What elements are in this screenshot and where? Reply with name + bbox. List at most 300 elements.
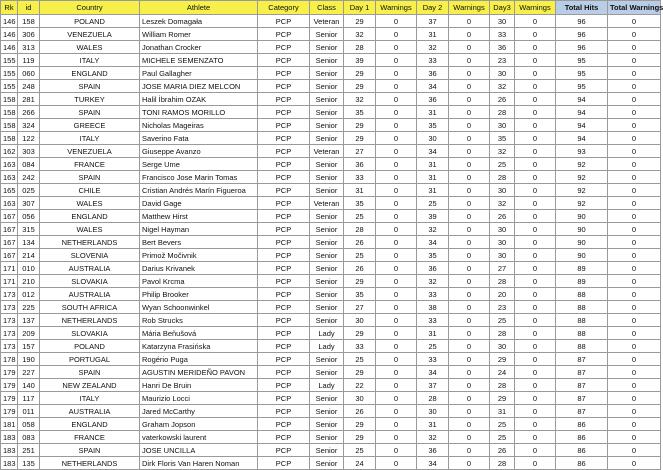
cell-total-hits[interactable]: 93 [556, 145, 608, 158]
cell-total-hits[interactable]: 86 [556, 444, 608, 457]
cell-day2[interactable]: 30 [417, 132, 449, 145]
cell-total-hits[interactable]: 89 [556, 275, 608, 288]
cell-day3[interactable]: 30 [490, 119, 515, 132]
cell-rk[interactable]: 181 [1, 418, 18, 431]
cell-total-warnings[interactable]: 0 [608, 171, 661, 184]
cell-warnings-3[interactable]: 0 [515, 80, 556, 93]
cell-athlete[interactable]: AGUSTIN MERIDEÑO PAVON [140, 366, 258, 379]
cell-total-hits[interactable]: 96 [556, 28, 608, 41]
cell-warnings-3[interactable]: 0 [515, 119, 556, 132]
header-total-warnings[interactable]: Total Warnings [608, 1, 661, 15]
cell-warnings-1[interactable]: 0 [376, 197, 417, 210]
cell-day3[interactable]: 32 [490, 145, 515, 158]
cell-day1[interactable]: 30 [344, 314, 376, 327]
cell-warnings-3[interactable]: 0 [515, 210, 556, 223]
cell-country[interactable]: SOUTH AFRICA [40, 301, 140, 314]
cell-athlete[interactable]: Philip Brooker [140, 288, 258, 301]
cell-warnings-3[interactable]: 0 [515, 93, 556, 106]
cell-category[interactable]: PCP [258, 80, 310, 93]
cell-day1[interactable]: 29 [344, 275, 376, 288]
cell-warnings-1[interactable]: 0 [376, 236, 417, 249]
cell-day1[interactable]: 25 [344, 210, 376, 223]
cell-day3[interactable]: 26 [490, 93, 515, 106]
cell-category[interactable]: PCP [258, 249, 310, 262]
cell-id[interactable]: 266 [18, 106, 40, 119]
cell-day3[interactable]: 30 [490, 223, 515, 236]
cell-day2[interactable]: 33 [417, 314, 449, 327]
cell-day1[interactable]: 32 [344, 93, 376, 106]
cell-total-warnings[interactable]: 0 [608, 210, 661, 223]
cell-day3[interactable]: 20 [490, 288, 515, 301]
cell-athlete[interactable]: Graham Jopson [140, 418, 258, 431]
cell-id[interactable]: 210 [18, 275, 40, 288]
cell-warnings-3[interactable]: 0 [515, 184, 556, 197]
cell-day1[interactable]: 33 [344, 340, 376, 353]
cell-day2[interactable]: 34 [417, 80, 449, 93]
cell-country[interactable]: WALES [40, 223, 140, 236]
cell-day3[interactable]: 30 [490, 236, 515, 249]
cell-total-hits[interactable]: 95 [556, 80, 608, 93]
cell-category[interactable]: PCP [258, 119, 310, 132]
cell-warnings-1[interactable]: 0 [376, 145, 417, 158]
cell-country[interactable]: AUSTRALIA [40, 262, 140, 275]
cell-category[interactable]: PCP [258, 275, 310, 288]
cell-warnings-3[interactable]: 0 [515, 353, 556, 366]
cell-total-hits[interactable]: 96 [556, 15, 608, 28]
cell-class[interactable]: Senior [310, 184, 344, 197]
cell-category[interactable]: PCP [258, 457, 310, 470]
cell-warnings-1[interactable]: 0 [376, 132, 417, 145]
cell-warnings-3[interactable]: 0 [515, 28, 556, 41]
cell-class[interactable]: Senior [310, 418, 344, 431]
cell-day3[interactable]: 23 [490, 54, 515, 67]
header-country[interactable]: Country [40, 1, 140, 15]
cell-athlete[interactable]: Halil İbrahim OZAK [140, 93, 258, 106]
cell-country[interactable]: AUSTRALIA [40, 288, 140, 301]
cell-total-warnings[interactable]: 0 [608, 67, 661, 80]
cell-day3[interactable]: 33 [490, 28, 515, 41]
cell-athlete[interactable]: Dirk Floris Van Haren Noman [140, 457, 258, 470]
header-day3[interactable]: Day3 [490, 1, 515, 15]
cell-total-warnings[interactable]: 0 [608, 288, 661, 301]
cell-total-hits[interactable]: 88 [556, 327, 608, 340]
cell-total-warnings[interactable]: 0 [608, 249, 661, 262]
cell-id[interactable]: 084 [18, 158, 40, 171]
cell-warnings-2[interactable]: 0 [449, 340, 490, 353]
cell-total-warnings[interactable]: 0 [608, 262, 661, 275]
cell-warnings-2[interactable]: 0 [449, 457, 490, 470]
cell-class[interactable]: Senior [310, 54, 344, 67]
cell-day1[interactable]: 29 [344, 418, 376, 431]
cell-total-hits[interactable]: 87 [556, 353, 608, 366]
cell-day1[interactable]: 25 [344, 353, 376, 366]
cell-category[interactable]: PCP [258, 288, 310, 301]
cell-day3[interactable]: 30 [490, 67, 515, 80]
cell-country[interactable]: CHILE [40, 184, 140, 197]
cell-day3[interactable]: 26 [490, 210, 515, 223]
cell-warnings-2[interactable]: 0 [449, 28, 490, 41]
cell-total-warnings[interactable]: 0 [608, 28, 661, 41]
cell-class[interactable]: Senior [310, 249, 344, 262]
cell-class[interactable]: Senior [310, 314, 344, 327]
cell-athlete[interactable]: MICHELE SEMENZATO [140, 54, 258, 67]
cell-day1[interactable]: 26 [344, 236, 376, 249]
cell-rk[interactable]: 158 [1, 132, 18, 145]
cell-total-warnings[interactable]: 0 [608, 54, 661, 67]
cell-country[interactable]: TURKEY [40, 93, 140, 106]
cell-country[interactable]: FRANCE [40, 158, 140, 171]
cell-day3[interactable]: 29 [490, 353, 515, 366]
cell-warnings-1[interactable]: 0 [376, 275, 417, 288]
cell-athlete[interactable]: Paul Gallagher [140, 67, 258, 80]
cell-warnings-3[interactable]: 0 [515, 236, 556, 249]
cell-total-hits[interactable]: 88 [556, 288, 608, 301]
cell-rk[interactable]: 178 [1, 353, 18, 366]
cell-total-hits[interactable]: 92 [556, 158, 608, 171]
cell-athlete[interactable]: Serge Ume [140, 158, 258, 171]
cell-total-warnings[interactable]: 0 [608, 197, 661, 210]
cell-total-hits[interactable]: 90 [556, 223, 608, 236]
cell-day3[interactable]: 28 [490, 327, 515, 340]
cell-rk[interactable]: 162 [1, 145, 18, 158]
cell-class[interactable]: Lady [310, 379, 344, 392]
cell-warnings-1[interactable]: 0 [376, 223, 417, 236]
cell-id[interactable]: 056 [18, 210, 40, 223]
cell-day2[interactable]: 28 [417, 392, 449, 405]
cell-warnings-2[interactable]: 0 [449, 392, 490, 405]
cell-warnings-3[interactable]: 0 [515, 223, 556, 236]
cell-id[interactable]: 281 [18, 93, 40, 106]
header-id[interactable]: id [18, 1, 40, 15]
cell-country[interactable]: VENEZUELA [40, 145, 140, 158]
cell-warnings-2[interactable]: 0 [449, 80, 490, 93]
cell-warnings-3[interactable]: 0 [515, 262, 556, 275]
cell-category[interactable]: PCP [258, 405, 310, 418]
cell-warnings-2[interactable]: 0 [449, 210, 490, 223]
cell-class[interactable]: Senior [310, 119, 344, 132]
cell-warnings-2[interactable]: 0 [449, 405, 490, 418]
cell-id[interactable]: 134 [18, 236, 40, 249]
cell-category[interactable]: PCP [258, 340, 310, 353]
cell-athlete[interactable]: Bert Bevers [140, 236, 258, 249]
cell-warnings-2[interactable]: 0 [449, 184, 490, 197]
cell-class[interactable]: Veteran [310, 15, 344, 28]
cell-total-warnings[interactable]: 0 [608, 223, 661, 236]
cell-warnings-1[interactable]: 0 [376, 353, 417, 366]
cell-category[interactable]: PCP [258, 366, 310, 379]
cell-day3[interactable]: 25 [490, 431, 515, 444]
cell-id[interactable]: 025 [18, 184, 40, 197]
cell-total-hits[interactable]: 88 [556, 314, 608, 327]
cell-warnings-2[interactable]: 0 [449, 54, 490, 67]
cell-class[interactable]: Senior [310, 223, 344, 236]
cell-class[interactable]: Senior [310, 288, 344, 301]
cell-warnings-1[interactable]: 0 [376, 392, 417, 405]
cell-athlete[interactable]: Mária Beňušová [140, 327, 258, 340]
cell-day3[interactable]: 28 [490, 171, 515, 184]
cell-warnings-3[interactable]: 0 [515, 288, 556, 301]
cell-warnings-2[interactable]: 0 [449, 119, 490, 132]
cell-athlete[interactable]: Nigel Hayman [140, 223, 258, 236]
cell-total-warnings[interactable]: 0 [608, 457, 661, 470]
cell-warnings-1[interactable]: 0 [376, 67, 417, 80]
cell-class[interactable]: Senior [310, 132, 344, 145]
cell-athlete[interactable]: Matthew Hirst [140, 210, 258, 223]
cell-class[interactable]: Senior [310, 236, 344, 249]
cell-rk[interactable]: 173 [1, 288, 18, 301]
cell-warnings-3[interactable]: 0 [515, 431, 556, 444]
cell-total-warnings[interactable]: 0 [608, 327, 661, 340]
cell-country[interactable]: SPAIN [40, 444, 140, 457]
cell-day2[interactable]: 34 [417, 145, 449, 158]
cell-category[interactable]: PCP [258, 171, 310, 184]
cell-total-warnings[interactable]: 0 [608, 158, 661, 171]
cell-day2[interactable]: 32 [417, 223, 449, 236]
cell-athlete[interactable]: Saverino Fata [140, 132, 258, 145]
cell-warnings-3[interactable]: 0 [515, 132, 556, 145]
cell-country[interactable]: ENGLAND [40, 67, 140, 80]
cell-day1[interactable]: 26 [344, 262, 376, 275]
cell-id[interactable]: 324 [18, 119, 40, 132]
cell-total-hits[interactable]: 90 [556, 210, 608, 223]
cell-warnings-1[interactable]: 0 [376, 210, 417, 223]
cell-athlete[interactable]: Darius Krivanek [140, 262, 258, 275]
cell-rk[interactable]: 167 [1, 236, 18, 249]
cell-day3[interactable]: 26 [490, 444, 515, 457]
cell-warnings-1[interactable]: 0 [376, 301, 417, 314]
cell-warnings-1[interactable]: 0 [376, 28, 417, 41]
cell-class[interactable]: Senior [310, 67, 344, 80]
cell-rk[interactable]: 179 [1, 379, 18, 392]
cell-rk[interactable]: 173 [1, 340, 18, 353]
cell-warnings-1[interactable]: 0 [376, 418, 417, 431]
cell-day2[interactable]: 25 [417, 197, 449, 210]
cell-day3[interactable]: 30 [490, 340, 515, 353]
cell-class[interactable]: Senior [310, 392, 344, 405]
cell-day1[interactable]: 36 [344, 158, 376, 171]
cell-rk[interactable]: 179 [1, 366, 18, 379]
cell-warnings-3[interactable]: 0 [515, 392, 556, 405]
cell-rk[interactable]: 155 [1, 67, 18, 80]
cell-warnings-2[interactable]: 0 [449, 431, 490, 444]
cell-day2[interactable]: 33 [417, 54, 449, 67]
cell-total-hits[interactable]: 89 [556, 262, 608, 275]
cell-class[interactable]: Senior [310, 80, 344, 93]
cell-total-warnings[interactable]: 0 [608, 340, 661, 353]
cell-category[interactable]: PCP [258, 41, 310, 54]
cell-id[interactable]: 058 [18, 418, 40, 431]
cell-id[interactable]: 117 [18, 392, 40, 405]
cell-total-warnings[interactable]: 0 [608, 444, 661, 457]
cell-rk[interactable]: 183 [1, 444, 18, 457]
cell-day1[interactable]: 25 [344, 444, 376, 457]
cell-warnings-2[interactable]: 0 [449, 132, 490, 145]
cell-class[interactable]: Senior [310, 41, 344, 54]
cell-day3[interactable]: 23 [490, 301, 515, 314]
cell-total-warnings[interactable]: 0 [608, 353, 661, 366]
cell-total-warnings[interactable]: 0 [608, 275, 661, 288]
cell-class[interactable]: Senior [310, 457, 344, 470]
cell-id[interactable]: 248 [18, 80, 40, 93]
cell-day2[interactable]: 32 [417, 41, 449, 54]
cell-id[interactable]: 060 [18, 67, 40, 80]
cell-rk[interactable]: 167 [1, 210, 18, 223]
cell-class[interactable]: Senior [310, 275, 344, 288]
cell-day2[interactable]: 31 [417, 327, 449, 340]
cell-category[interactable]: PCP [258, 379, 310, 392]
cell-warnings-3[interactable]: 0 [515, 340, 556, 353]
cell-rk[interactable]: 173 [1, 314, 18, 327]
cell-country[interactable]: SLOVAKIA [40, 327, 140, 340]
cell-warnings-1[interactable]: 0 [376, 80, 417, 93]
cell-day1[interactable]: 31 [344, 184, 376, 197]
cell-rk[interactable]: 183 [1, 457, 18, 470]
cell-day3[interactable]: 35 [490, 132, 515, 145]
cell-total-warnings[interactable]: 0 [608, 418, 661, 431]
cell-warnings-1[interactable]: 0 [376, 366, 417, 379]
cell-country[interactable]: NETHERLANDS [40, 314, 140, 327]
cell-class[interactable]: Senior [310, 106, 344, 119]
cell-day2[interactable]: 33 [417, 353, 449, 366]
cell-category[interactable]: PCP [258, 314, 310, 327]
header-warnings-3[interactable]: Warnings [515, 1, 556, 15]
cell-total-warnings[interactable]: 0 [608, 314, 661, 327]
cell-warnings-1[interactable]: 0 [376, 54, 417, 67]
cell-id[interactable]: 214 [18, 249, 40, 262]
cell-rk[interactable]: 171 [1, 275, 18, 288]
cell-athlete[interactable]: Nicholas Mageiras [140, 119, 258, 132]
cell-total-warnings[interactable]: 0 [608, 15, 661, 28]
cell-warnings-3[interactable]: 0 [515, 41, 556, 54]
cell-class[interactable]: Senior [310, 431, 344, 444]
cell-warnings-2[interactable]: 0 [449, 327, 490, 340]
cell-athlete[interactable]: Katarzyna Frasińska [140, 340, 258, 353]
cell-warnings-1[interactable]: 0 [376, 119, 417, 132]
cell-day1[interactable]: 29 [344, 366, 376, 379]
cell-athlete[interactable]: Jonathan Crocker [140, 41, 258, 54]
cell-warnings-1[interactable]: 0 [376, 405, 417, 418]
cell-total-hits[interactable]: 92 [556, 184, 608, 197]
cell-total-hits[interactable]: 95 [556, 54, 608, 67]
cell-day3[interactable]: 25 [490, 418, 515, 431]
cell-total-hits[interactable]: 87 [556, 405, 608, 418]
cell-day1[interactable]: 33 [344, 171, 376, 184]
cell-warnings-2[interactable]: 0 [449, 236, 490, 249]
cell-athlete[interactable]: Giuseppe Avanzo [140, 145, 258, 158]
cell-category[interactable]: PCP [258, 67, 310, 80]
cell-class[interactable]: Senior [310, 262, 344, 275]
cell-country[interactable]: VENEZUELA [40, 28, 140, 41]
cell-total-hits[interactable]: 90 [556, 249, 608, 262]
cell-day1[interactable]: 35 [344, 106, 376, 119]
cell-warnings-3[interactable]: 0 [515, 197, 556, 210]
cell-day1[interactable]: 28 [344, 223, 376, 236]
cell-warnings-2[interactable]: 0 [449, 366, 490, 379]
cell-class[interactable]: Lady [310, 327, 344, 340]
cell-day3[interactable]: 30 [490, 15, 515, 28]
header-category[interactable]: Category [258, 1, 310, 15]
cell-country[interactable]: NETHERLANDS [40, 236, 140, 249]
cell-rk[interactable]: 146 [1, 28, 18, 41]
cell-warnings-1[interactable]: 0 [376, 41, 417, 54]
cell-day2[interactable]: 37 [417, 379, 449, 392]
cell-athlete[interactable]: Jared McCarthy [140, 405, 258, 418]
cell-rk[interactable]: 146 [1, 15, 18, 28]
cell-category[interactable]: PCP [258, 444, 310, 457]
cell-warnings-2[interactable]: 0 [449, 275, 490, 288]
cell-day2[interactable]: 36 [417, 67, 449, 80]
cell-total-warnings[interactable]: 0 [608, 405, 661, 418]
cell-category[interactable]: PCP [258, 145, 310, 158]
cell-class[interactable]: Senior [310, 366, 344, 379]
cell-class[interactable]: Senior [310, 171, 344, 184]
cell-day3[interactable]: 29 [490, 392, 515, 405]
cell-warnings-2[interactable]: 0 [449, 171, 490, 184]
cell-day3[interactable]: 25 [490, 314, 515, 327]
cell-day1[interactable]: 29 [344, 119, 376, 132]
cell-id[interactable]: 157 [18, 340, 40, 353]
cell-day3[interactable]: 32 [490, 80, 515, 93]
cell-day2[interactable]: 33 [417, 288, 449, 301]
cell-day2[interactable]: 36 [417, 93, 449, 106]
cell-id[interactable]: 011 [18, 405, 40, 418]
cell-athlete[interactable]: TONI RAMOS MORILLO [140, 106, 258, 119]
cell-warnings-1[interactable]: 0 [376, 288, 417, 301]
cell-day1[interactable]: 29 [344, 67, 376, 80]
cell-country[interactable]: PORTUGAL [40, 353, 140, 366]
cell-id[interactable]: 158 [18, 15, 40, 28]
cell-day2[interactable]: 31 [417, 158, 449, 171]
cell-category[interactable]: PCP [258, 106, 310, 119]
cell-class[interactable]: Veteran [310, 145, 344, 158]
cell-total-warnings[interactable]: 0 [608, 106, 661, 119]
cell-warnings-2[interactable]: 0 [449, 41, 490, 54]
cell-id[interactable]: 140 [18, 379, 40, 392]
cell-day2[interactable]: 30 [417, 405, 449, 418]
cell-day2[interactable]: 32 [417, 275, 449, 288]
cell-class[interactable]: Veteran [310, 197, 344, 210]
cell-rk[interactable]: 173 [1, 327, 18, 340]
cell-rk[interactable]: 179 [1, 405, 18, 418]
cell-category[interactable]: PCP [258, 301, 310, 314]
cell-day2[interactable]: 25 [417, 340, 449, 353]
cell-rk[interactable]: 173 [1, 301, 18, 314]
cell-id[interactable]: 251 [18, 444, 40, 457]
cell-warnings-3[interactable]: 0 [515, 275, 556, 288]
cell-total-hits[interactable]: 87 [556, 379, 608, 392]
cell-warnings-1[interactable]: 0 [376, 262, 417, 275]
cell-day1[interactable]: 29 [344, 80, 376, 93]
cell-category[interactable]: PCP [258, 327, 310, 340]
cell-day1[interactable]: 35 [344, 288, 376, 301]
cell-total-hits[interactable]: 95 [556, 67, 608, 80]
cell-id[interactable]: 190 [18, 353, 40, 366]
cell-total-hits[interactable]: 94 [556, 106, 608, 119]
cell-warnings-2[interactable]: 0 [449, 223, 490, 236]
cell-day1[interactable]: 25 [344, 249, 376, 262]
cell-total-hits[interactable]: 94 [556, 93, 608, 106]
cell-class[interactable]: Lady [310, 340, 344, 353]
header-warnings-1[interactable]: Warnings [376, 1, 417, 15]
cell-id[interactable]: 137 [18, 314, 40, 327]
cell-warnings-1[interactable]: 0 [376, 431, 417, 444]
cell-country[interactable]: SLOVENIA [40, 249, 140, 262]
cell-warnings-3[interactable]: 0 [515, 67, 556, 80]
cell-day3[interactable]: 32 [490, 197, 515, 210]
cell-warnings-3[interactable]: 0 [515, 171, 556, 184]
cell-category[interactable]: PCP [258, 158, 310, 171]
cell-country[interactable]: ITALY [40, 54, 140, 67]
